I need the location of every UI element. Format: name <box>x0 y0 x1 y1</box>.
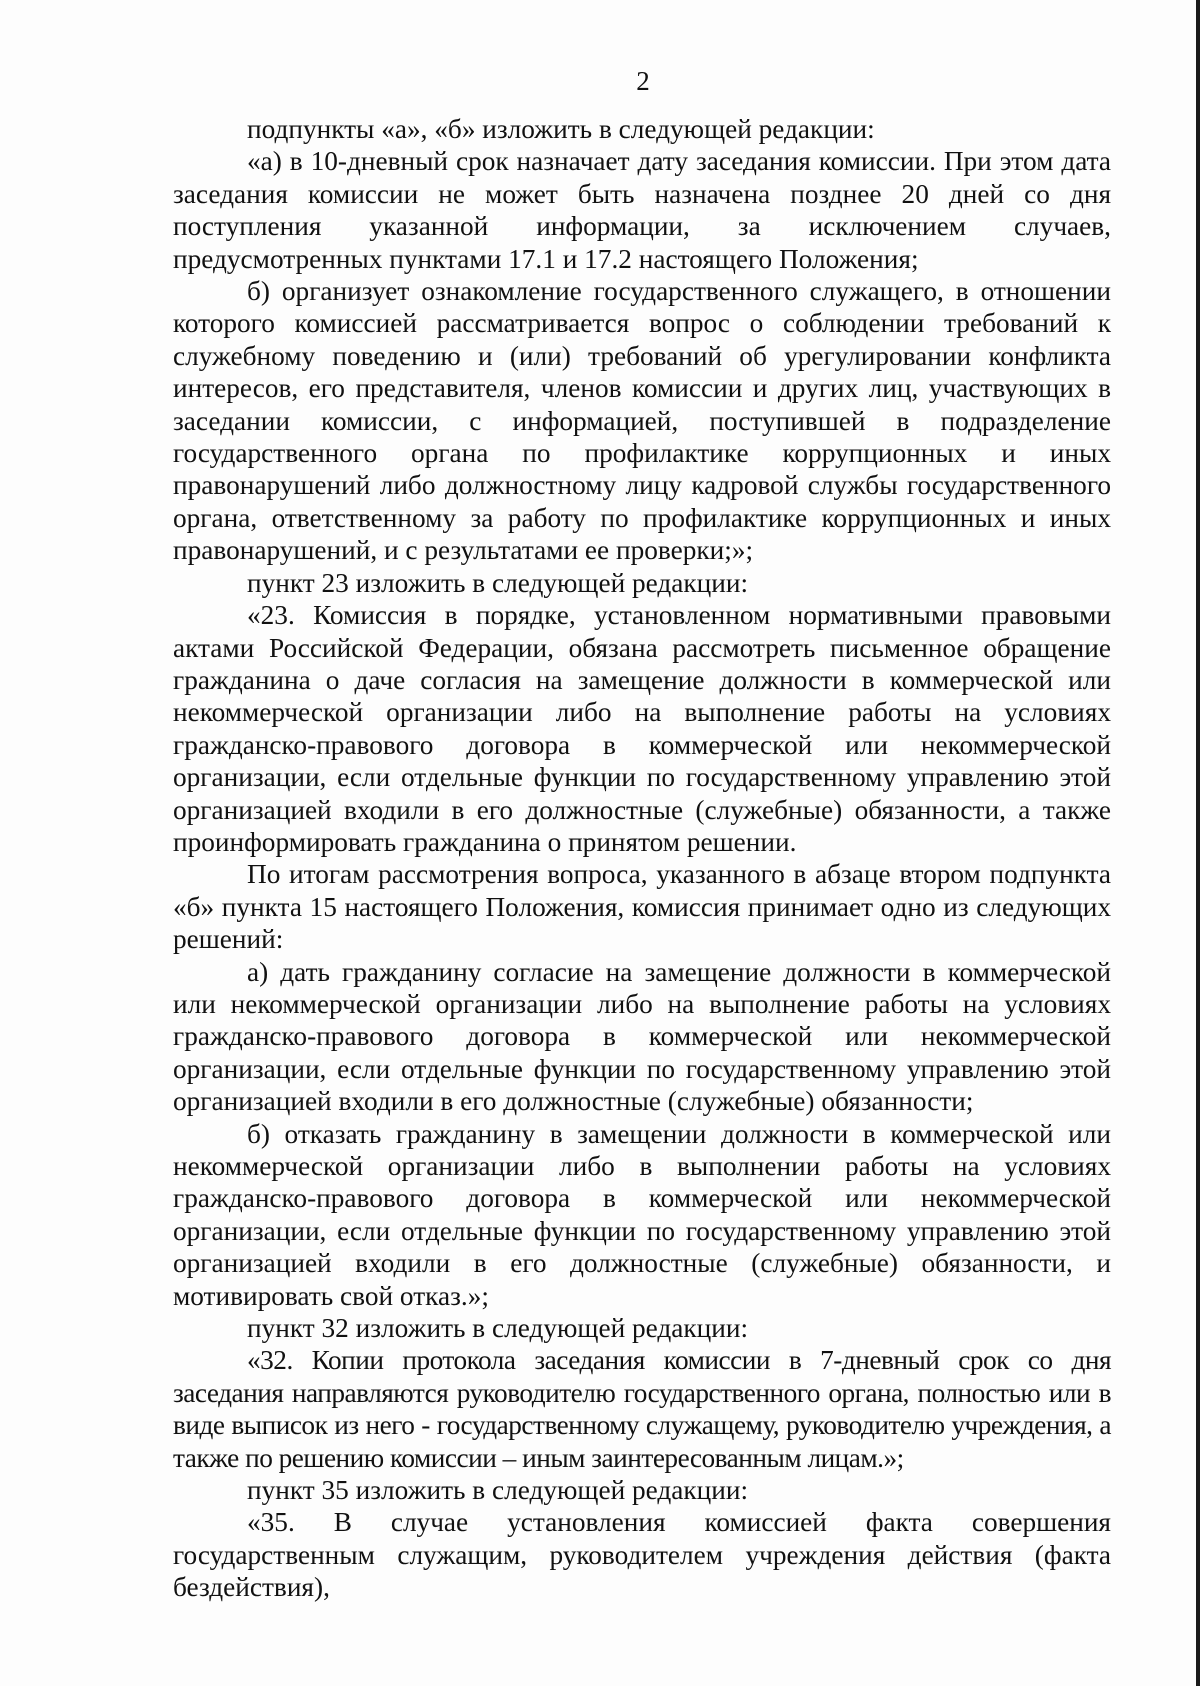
paragraph-intro-item-23: пункт 23 изложить в следующей редакции: <box>247 567 749 598</box>
paragraph-intro-item-35: пункт 35 изложить в следующей редакции: <box>247 1475 749 1506</box>
paragraph-decision-a: а) дать гражданину согласие на замещение должности в коммерческой или некоммерческой организации либо на выполнение работы на условиях гражданско-правового договора в коммерческой или некоммерческой организации, если отдельные функции по государственному управлению этой организацией входили в его должностные (служебные) обязанности; <box>173 956 1111 1117</box>
paragraph-intro-subitems: подпункты «а», «б» изложить в следующей редакции: <box>247 114 875 144</box>
document-body <box>173 113 1111 1604</box>
paragraph-intro-item-32: пункт 32 изложить в следующей редакции: <box>247 1313 749 1344</box>
paragraph-subitem-b: б) организует ознакомление государственного служащего, в отношении которого комиссией рассматривается вопрос о соблюдении требований к служебному поведению и (или) требований об урегулировании конфликта интересов, его представителя, членов комиссии и других лиц, участвующих в заседании комиссии, с информацией, поступившей в подразделение государственного органа по профилактике коррупционных и иных правонарушений либо должностному лицу кадровой службы государственного органа, ответственному за работу по профилактике коррупционных и иных правонарушений, и с результатами ее проверки;»; <box>173 276 1111 566</box>
paragraph-subitem-a: «а) в 10-дневный срок назначает дату заседания комиссии. При этом дата заседания комиссии не может быть назначена позднее 20 дней со дня поступления указанной информации, за исключением случаев, предусмотренных пунктами 17.1 и 17.2 настоящего Положения; <box>173 146 1111 274</box>
paragraph-item-23: «23. Комиссия в порядке, установленном нормативными правовыми актами Российской Федерации, обязана рассмотреть письменное обращение гражданина о даче согласия на замещение должности в коммерческой или некоммерческой организации либо на выполнение работы на условиях гражданско-правового договора в коммерческой или некоммерческой организации, если отдельные функции по государственному управлению этой организацией входили в его должностные (служебные) обязанности, а также проинформировать гражданина о принятом решении. <box>173 600 1111 857</box>
page-number: 2 <box>636 66 650 96</box>
paragraph-decisions-intro: По итогам рассмотрения вопроса, указанного в абзаце втором подпункта «б» пункта 15 настоящего Положения, комиссия принимает одно из следующих решений: <box>173 859 1111 955</box>
paragraph-item-32: «32. Копии протокола заседания комиссии в 7-дневный срок со дня заседания направляются руководителю государственного органа, полностью или в виде выписок из него - государственному служащему, руководителю учреждения, а также по решению комиссии – иным заинтересованным лицам.»; <box>173 1345 1111 1473</box>
paragraph-decision-b: б) отказать гражданину в замещении должности в коммерческой или некоммерческой организации либо в выполнении работы на условиях гражданско-правового договора в коммерческой или некоммерческой организации, если отдельные функции по государственному управлению этой организацией входили в его должностные (служебные) обязанности, и мотивировать свой отказ.»; <box>173 1118 1111 1311</box>
paragraph-item-35: «35. В случае установления комиссией факта совершения государственным служащим, руководителем учреждения действия (факта бездействия), <box>173 1507 1111 1603</box>
scan-edge <box>1196 0 1200 1686</box>
